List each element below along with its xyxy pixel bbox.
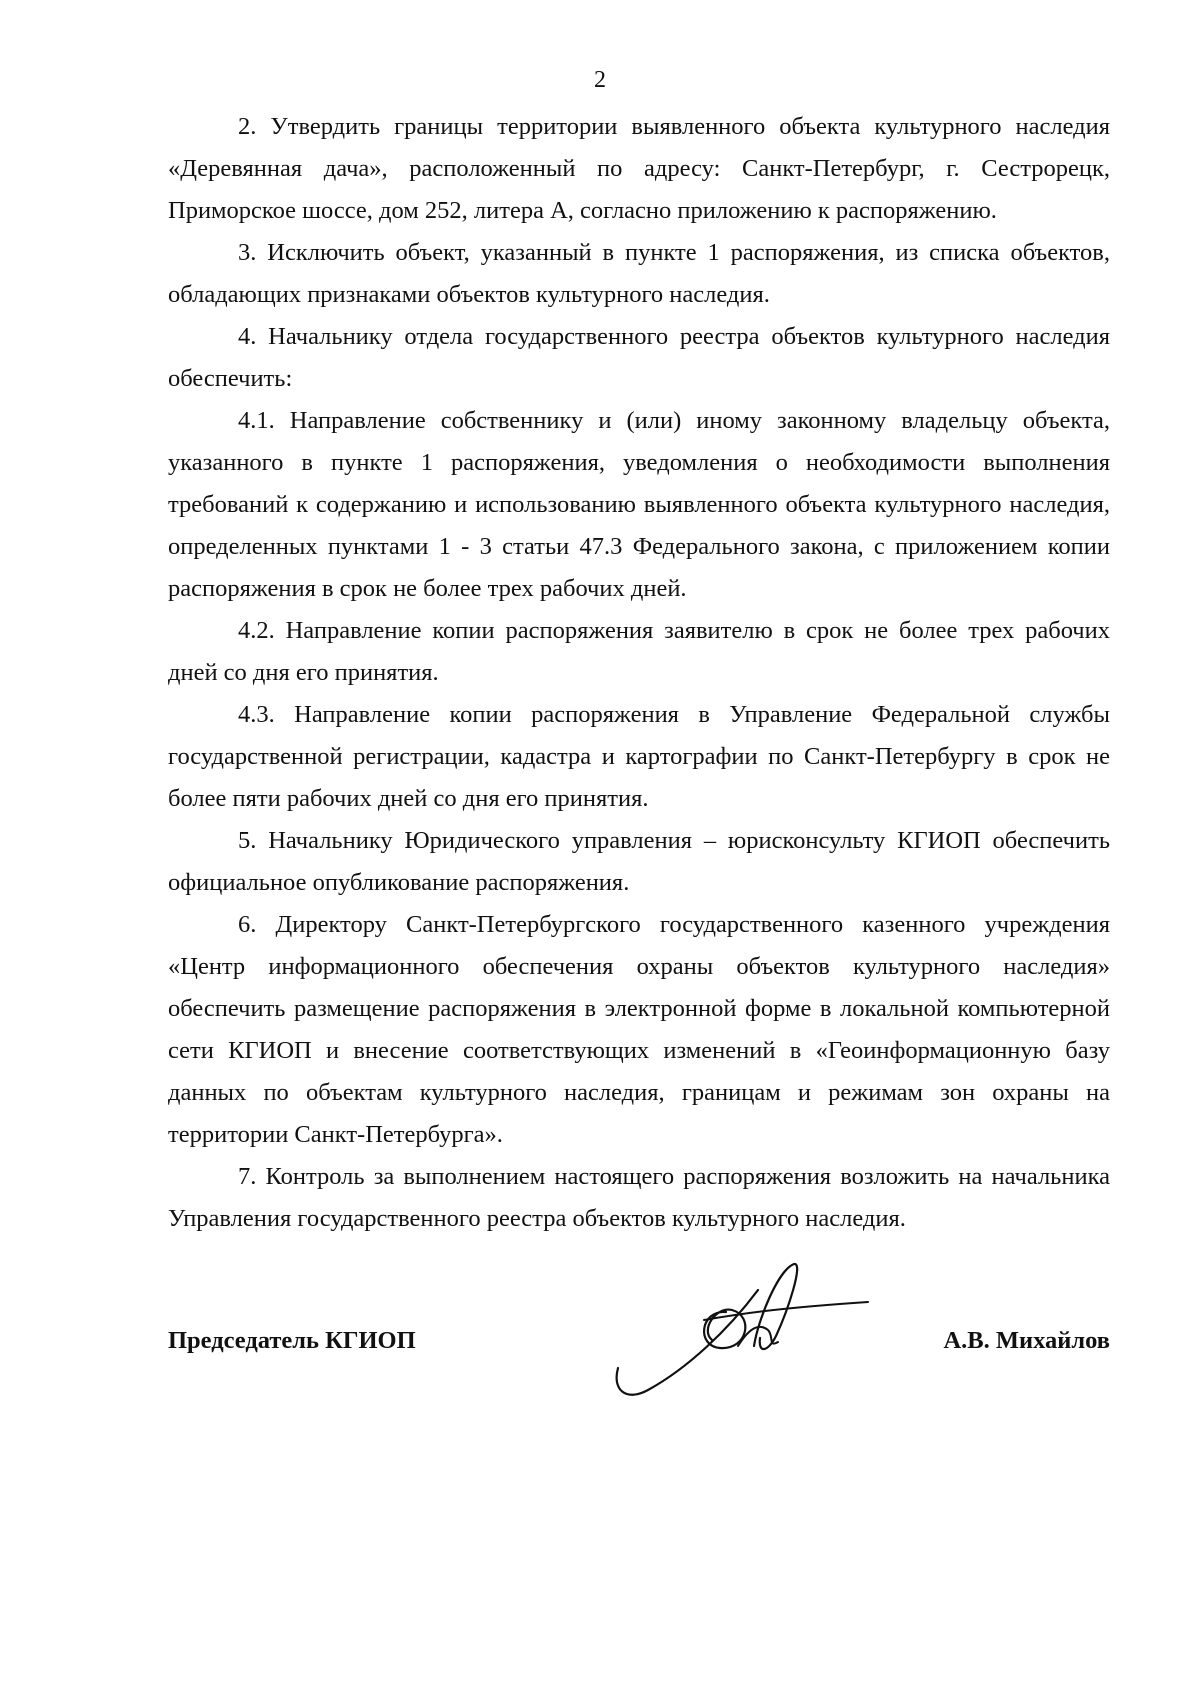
paragraph-4-3: 4.3. Направление копии распоряжения в Управление Федеральной службы государственной регистрации, кадастра и картографии по Санкт-Петербургу в срок не более пяти рабочих дней со дня его принятия.: [168, 701, 1110, 812]
paragraph-4-2: 4.2. Направление копии распоряжения заявителю в срок не более трех рабочих дней со дня его принятия.: [168, 617, 1110, 686]
paragraph-6: 6. Директору Санкт-Петербургского государственного казенного учреждения «Центр информационного обеспечения охраны объектов культурного наследия» обеспечить размещение распоряжения в электронной форме в локальной компьютерной сети КГИОП и внесение соответствующих изменений в «Геоинформационную базу данных по объектам культурного наследия, границам и режимам зон охраны на территории Санкт-Петербурга».: [168, 911, 1110, 1148]
paragraph-4: 4. Начальнику отдела государственного реестра объектов культурного наследия обеспечить:: [168, 323, 1110, 392]
signatory-title: Председатель КГИОП: [168, 1327, 416, 1354]
page-number: 2: [594, 67, 606, 93]
paragraph-4-1: 4.1. Направление собственнику и (или) иному законному владельцу объекта, указанного в пункте 1 распоряжения, уведомления о необходимости выполнения требований к содержанию и использованию выявленного объекта культурного наследия, определенных пунктами 1 - 3 статьи 47.3 Федерального закона, с приложением копии распоряжения в срок не более трех рабочих дней.: [168, 407, 1110, 602]
paragraph-7: 7. Контроль за выполнением настоящего распоряжения возложить на начальника Управления государственного реестра объектов культурного наследия.: [168, 1163, 1110, 1232]
paragraph-5: 5. Начальнику Юридического управления – юрисконсульту КГИОП обеспечить официальное опубликование распоряжения.: [168, 827, 1110, 896]
signature-block: [168, 1318, 1110, 1378]
paragraph-2: 2. Утвердить границы территории выявленного объекта культурного наследия «Деревянная дача», расположенный по адресу: Санкт-Петербург, г. Сестрорецк, Приморское шоссе, дом 252, литера А, согласно приложению к распоряжению.: [168, 113, 1110, 224]
signatory-name: А.В. Михайлов: [943, 1327, 1110, 1354]
paragraph-3: 3. Исключить объект, указанный в пункте 1 распоряжения, из списка объектов, обладающих признаками объектов культурного наследия.: [168, 239, 1110, 308]
document-body: [168, 106, 1110, 1240]
